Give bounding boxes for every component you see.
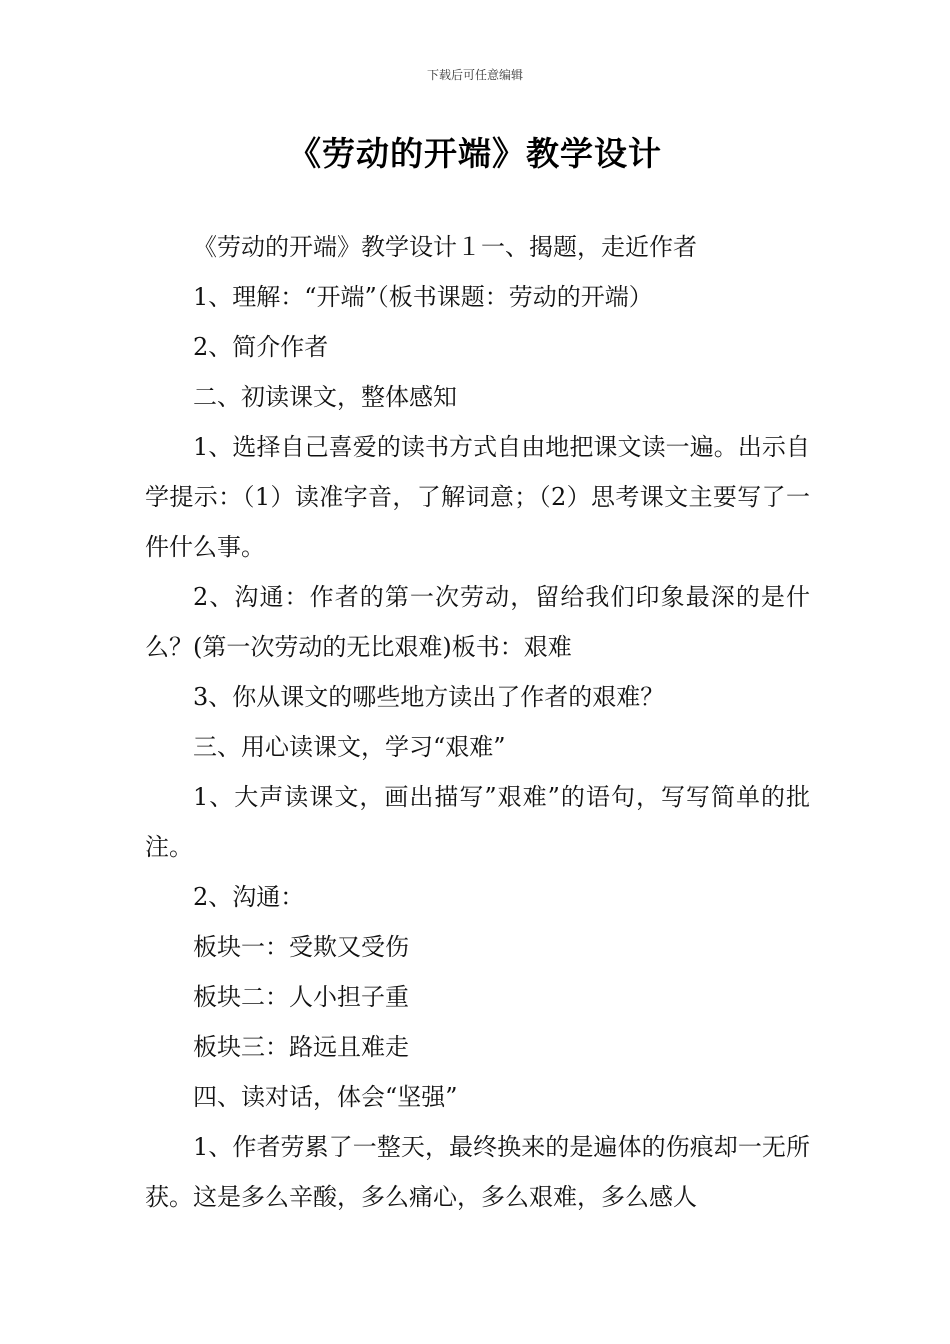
header-note: 下载后可任意编辑 [426, 68, 523, 82]
paragraph-3: 2、简介作者 [193, 333, 329, 361]
paragraph-9: 1、大声读课文，画出描写”艰难”的语句，写写简单的批注。 [145, 783, 810, 861]
paragraph-11: 板块一：受欺又受伤 [193, 933, 409, 961]
paragraph-14: 四、读对话，体会“坚强” [193, 1083, 458, 1111]
paragraph-6: 2、沟通：作者的第一次劳动，留给我们印象最深的是什么？(第一次劳动的无比艰难)板书：艰难 [145, 583, 810, 661]
paragraph-2: 1、理解：“开端”（板书课题：劳动的开端） [193, 283, 653, 311]
document-title: 《劳动的开端》教学设计 [288, 134, 662, 173]
paragraph-7: 3、你从课文的哪些地方读出了作者的艰难？ [193, 683, 665, 711]
document-body [145, 222, 810, 1222]
paragraph-8: 三、用心读课文，学习“艰难” [193, 733, 506, 761]
paragraph-1: 《劳动的开端》教学设计１一、揭题，走近作者 [193, 233, 697, 261]
paragraph-4: 二、初读课文，整体感知 [193, 383, 457, 411]
paragraph-10: 2、沟通： [193, 883, 305, 911]
paragraph-5: 1、选择自己喜爱的读书方式自由地把课文读一遍。出示自学提示：（1）读准字音，了解词意；（2）思考课文主要写了一件什么事。 [145, 433, 810, 561]
paragraph-13: 板块三：路远且难走 [193, 1033, 409, 1061]
paragraph-15: 1、作者劳累了一整天，最终换来的是遍体的伤痕却一无所获。这是多么辛酸，多么痛心，多么艰难，多么感人 [145, 1133, 810, 1211]
paragraph-12: 板块二：人小担子重 [193, 983, 409, 1011]
